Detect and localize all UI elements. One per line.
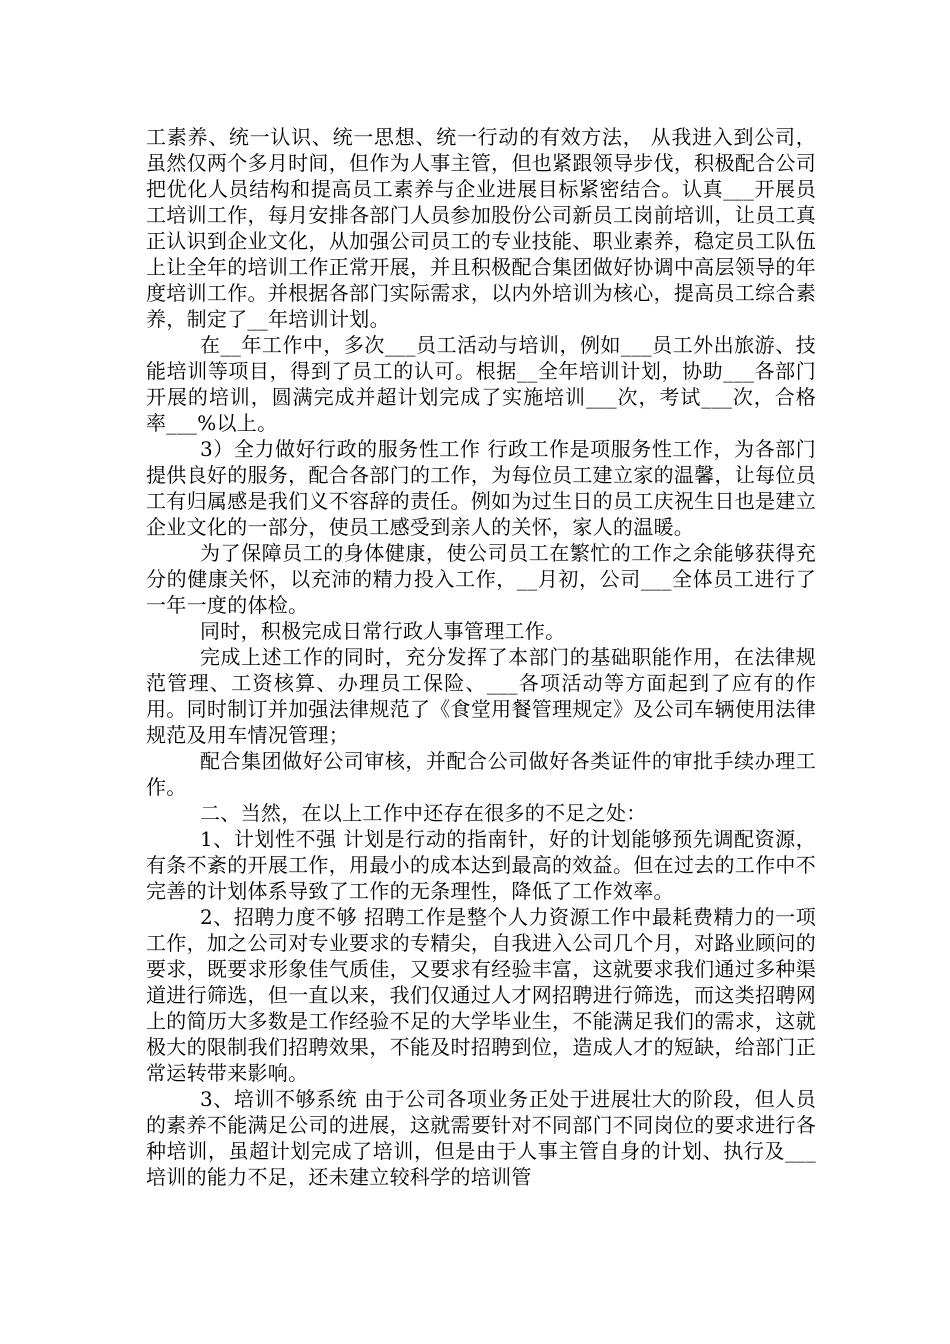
paragraph-6: 完成上述工作的同时，充分发挥了本部门的基础职能作用，在法律规范管理、工资核算、办理员工保险、___各项活动等方面起到了应有的作用。同时制订并加强法律规范了《食堂用餐管理规定》及公司车辆使用法律规范及用车情况管理；: [146, 645, 816, 747]
document-body: [146, 124, 816, 1190]
paragraph-10: 2、招聘力度不够 招聘工作是整个人力资源工作中最耗费精力的一项工作，加之公司对专业要求的专精尖，自我进入公司几个月，对路业顾问的要求，既要求形象佳气质佳，又要求有经验丰富，这就要求我们通过多种渠道进行筛选，但一直以来，我们仅通过人才网招聘进行筛选，而这类招聘网上的简历大多数是工作经验不足的大学毕业生，不能满足我们的需求，这就极大的限制我们招聘效果，不能及时招聘到位，造成人才的短缺，给部门正常运转带来影响。: [146, 905, 816, 1085]
paragraph-11: 3、培训不够系统 由于公司各项业务正处于进展壮大的阶段，但人员的素养不能满足公司的进展，这就需要针对不同部门不同岗位的要求进行各种培训，虽超计划完成了培训，但是由于人事主管自身的计划、执行及___培训的能力不足，还未建立较科学的培训管: [146, 1087, 816, 1189]
paragraph-5: 同时，积极完成日常行政人事管理工作。: [200, 619, 566, 643]
paragraph-4: 为了保障员工的身体健康，使公司员工在繁忙的工作之余能够获得充分的健康关怀，以充沛的精力投入工作，__月初，公司___全体员工进行了一年一度的体检。: [146, 541, 816, 617]
paragraph-7: 配合集团做好公司审核，并配合公司做好各类证件的审批手续办理工作。: [146, 749, 816, 799]
paragraph-9: 1、计划性不强 计划是行动的指南针，好的计划能够预先调配资源，有条不紊的开展工作，用最小的成本达到最高的效益。但在过去的工作中不完善的计划体系导致了工作的无条理性，降低了工作效率。: [146, 827, 816, 903]
paragraph-1: 工素养、统一认识、统一思想、统一行动的有效方法， 从我进入到公司，虽然仅两个多月时间，但作为人事主管，但也紧跟领导步伐，积极配合公司把优化人员结构和提高员工素养与企业进展目标紧密结合。认真___开展员工培训工作，每月安排各部门人员参加股份公司新员工岗前培训，让员工真正认识到企业文化，从加强公司员工的专业技能、职业素养，稳定员工队伍上让全年的培训工作正常开展，并且积极配合集团做好协调中高层领导的年度培训工作。并根据各部门实际需求，以内外培训为核心，提高员工综合素养，制定了__年培训计划。: [146, 125, 816, 331]
paragraph-2: 在__年工作中，多次___员工活动与培训，例如___员工外出旅游、技能培训等项目，得到了员工的认可。根据__全年培训计划，协助___各部门开展的培训，圆满完成并超计划完成了实施培训___次，考试___次，合格率___%以上。: [146, 333, 816, 435]
paragraph-8: 二、当然，在以上工作中还存在很多的不足之处：: [200, 801, 647, 825]
paragraph-3: 3）全力做好行政的服务性工作 行政工作是项服务性工作，为各部门提供良好的服务，配合各部门的工作，为每位员工建立家的温馨，让每位员工有归属感是我们义不容辞的责任。例如为过生日的员工庆祝生日也是建立企业文化的一部分，使员工感受到亲人的关怀，家人的温暖。: [146, 437, 816, 539]
